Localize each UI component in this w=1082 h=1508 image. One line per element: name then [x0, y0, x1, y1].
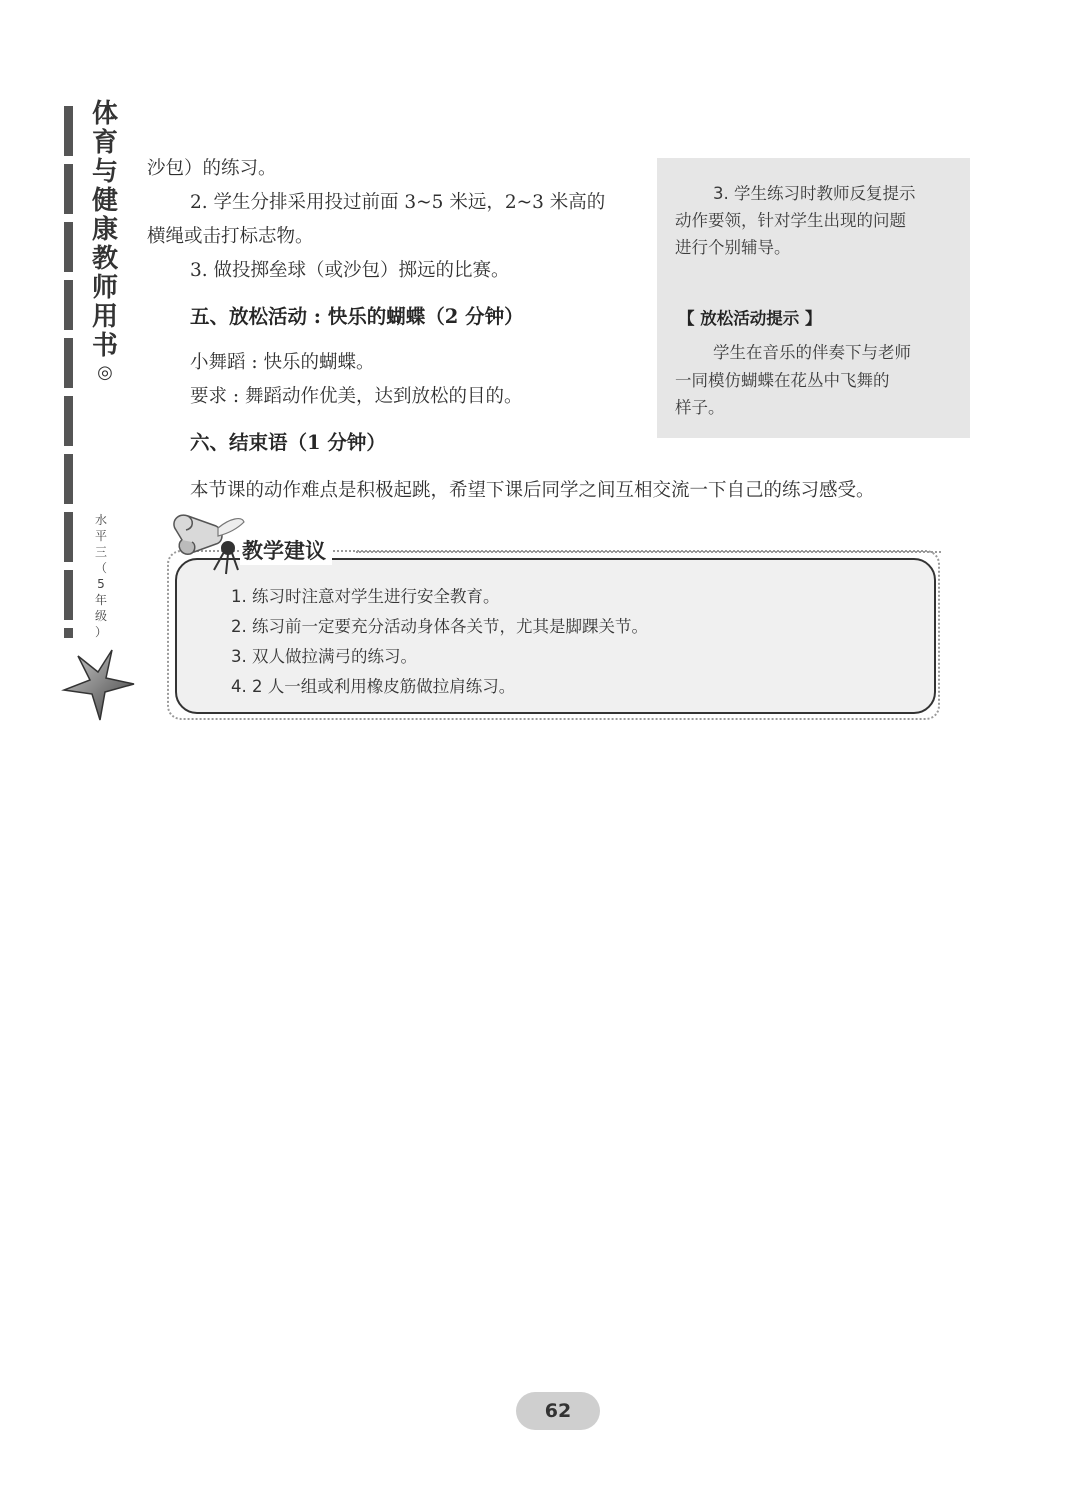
relax-tip-line: 一同模仿蝴蝶在花丛中飞舞的 [675, 371, 890, 390]
suggestion-title-rule [356, 551, 941, 553]
grade-label-vertical [92, 512, 110, 640]
title-symbol: ◎ [97, 362, 113, 383]
star-icon [60, 648, 136, 722]
grade-char: （ [94, 561, 107, 575]
suggestion-item: 3. 双人做拉满弓的练习。 [231, 647, 417, 666]
title-char: 育 [91, 128, 118, 158]
grade-char: 三 [94, 545, 107, 559]
closing-paragraph: 本节课的动作难点是积极起跳，希望下课后同学之间互相交流一下自己的练习感受。 [190, 480, 875, 501]
title-char: 书 [91, 331, 118, 361]
title-char: 师 [91, 273, 118, 303]
section-heading-5: 五、放松活动 : 快乐的蝴蝶（2 分钟） [190, 305, 524, 328]
suggestion-title: 教学建议 [240, 535, 332, 565]
grade-char: 年 [94, 593, 107, 607]
scroll-quill-icon [166, 508, 246, 580]
paragraph-line: 要求 : 舞蹈动作优美，达到放松的目的。 [190, 386, 523, 407]
grade-char: 平 [94, 529, 107, 543]
side-note-line: 进行个别辅导。 [675, 238, 791, 257]
paragraph-line: 2. 学生分排采用投过前面 3~5 米远，2~3 米高的 [190, 192, 606, 213]
paragraph-line: 3. 做投掷垒球（或沙包）掷远的比赛。 [190, 260, 510, 281]
side-note-line: 3. 学生练习时教师反复提示 [713, 184, 916, 203]
relax-tip-heading: 【 放松活动提示 】 [678, 309, 822, 328]
suggestion-item: 1. 练习时注意对学生进行安全教育。 [231, 587, 500, 606]
title-char: 用 [91, 302, 118, 332]
suggestion-item: 2. 练习前一定要充分活动身体各关节，尤其是脚踝关节。 [231, 617, 648, 636]
section-heading-6: 六、结束语（1 分钟） [190, 431, 386, 454]
side-note-line: 动作要领，针对学生出现的问题 [675, 211, 906, 230]
grade-char: 水 [94, 513, 107, 527]
grade-char: 5 [97, 577, 105, 591]
paragraph-line: 横绳或击打标志物。 [147, 226, 314, 247]
side-decoration-bar [64, 106, 73, 638]
paragraph-line: 小舞蹈 : 快乐的蝴蝶。 [190, 352, 375, 373]
title-char: 康 [91, 215, 118, 245]
relax-tip-line: 样子。 [675, 398, 725, 417]
suggestion-item: 4. 2 人一组或利用橡皮筋做拉肩练习。 [231, 677, 516, 696]
book-title-vertical [88, 100, 122, 385]
page-number: 62 [516, 1392, 600, 1430]
title-char: 教 [91, 244, 118, 274]
title-char: 健 [91, 186, 118, 216]
relax-tip-line: 学生在音乐的伴奏下与老师 [713, 343, 911, 362]
title-char: 与 [91, 157, 118, 187]
title-char: 体 [91, 99, 118, 129]
grade-char: ） [94, 625, 107, 639]
grade-char: 级 [94, 609, 107, 623]
paragraph-line: 沙包）的练习。 [147, 158, 277, 179]
